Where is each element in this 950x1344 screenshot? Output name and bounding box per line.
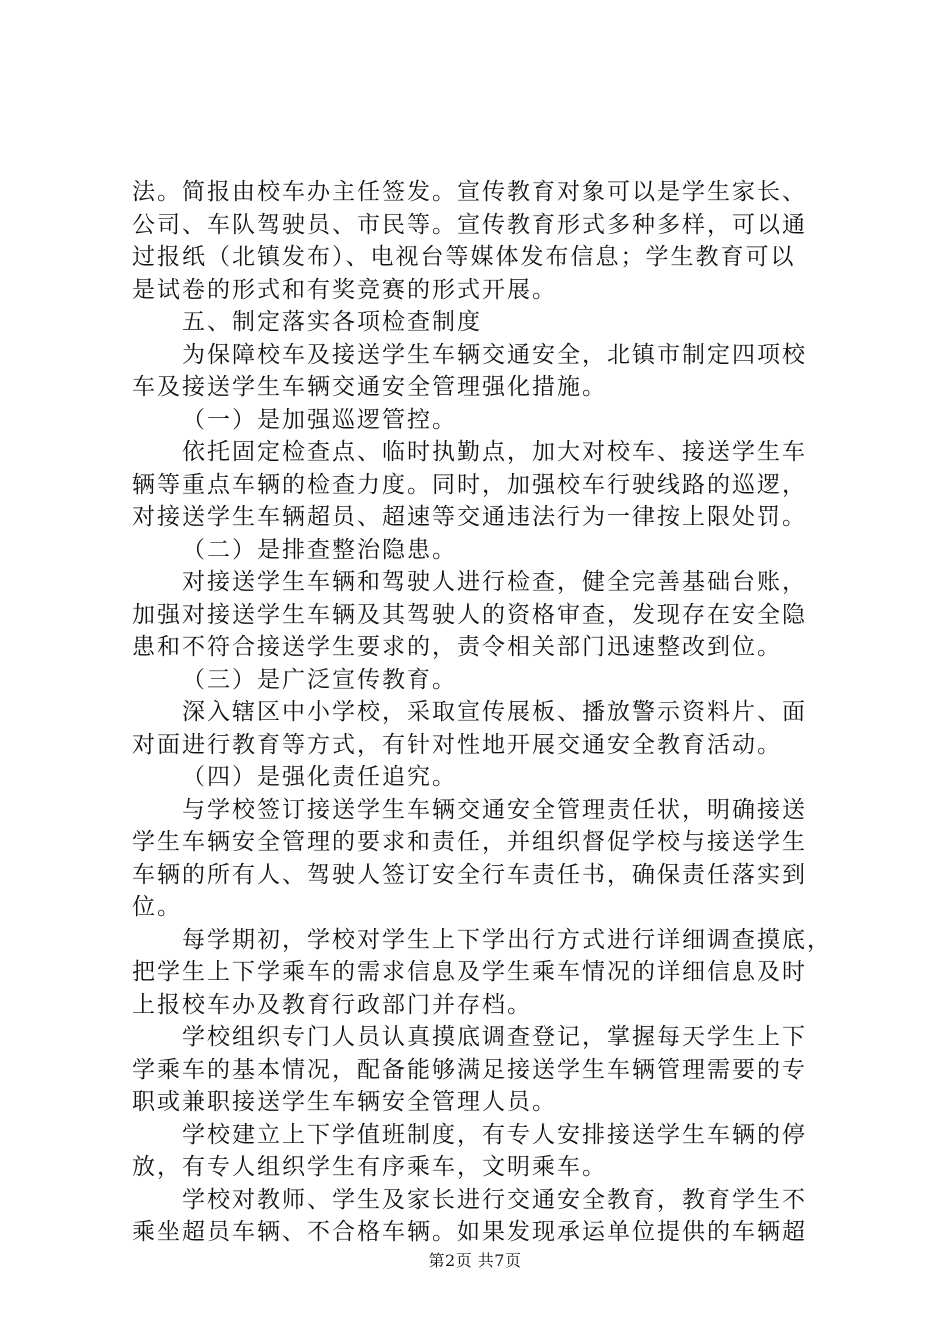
text-line: 公司、车队驾驶员、市民等。宣传教育形式多种多样，可以通: [132, 211, 807, 238]
text-line: 学校对教师、学生及家长进行交通安全教育，教育学生不: [182, 1186, 807, 1213]
text-line: 对接送学生车辆和驾驶人进行检查，健全完善基础台账，: [182, 569, 807, 595]
text-line: 为保障校车及接送学生车辆交通安全，北镇市制定四项校: [182, 341, 807, 368]
text-line: 患和不符合接送学生要求的，责令相关部门迅速整改到位。: [132, 634, 782, 660]
text-line: 位。: [132, 894, 182, 920]
text-line: 五、制定落实各项检查制度: [182, 309, 482, 335]
text-line: （四）是强化责任追究。: [182, 764, 457, 790]
text-line: 车辆的所有人、驾驶人签订安全行车责任书，确保责任落实到: [132, 861, 807, 888]
text-line: 上报校车办及教育行政部门并存档。: [132, 991, 532, 1018]
text-line: 职或兼职接送学生车辆安全管理人员。: [132, 1089, 557, 1115]
text-line: 辆等重点车辆的检查力度。同时，加强校车行驶线路的巡逻，: [132, 471, 807, 498]
text-line: 深入辖区中小学校，采取宣传展板、播放警示资料片、面: [182, 699, 807, 725]
text-line: 依托固定检查点、临时执勤点，加大对校车、接送学生车: [182, 439, 807, 465]
text-line: 学校建立上下学值班制度，有专人安排接送学生车辆的停: [182, 1121, 807, 1148]
text-line: 是试卷的形式和有奖竞赛的形式开展。: [132, 276, 557, 303]
text-line: 把学生上下学乘车的需求信息及学生乘车情况的详细信息及时: [132, 959, 807, 985]
document-body: [132, 176, 832, 1249]
text-line: 学生车辆安全管理的要求和责任，并组织督促学校与接送学生: [132, 829, 807, 855]
text-line: 乘坐超员车辆、不合格车辆。如果发现承运单位提供的车辆超: [132, 1219, 807, 1245]
text-line: 学乘车的基本情况，配备能够满足接送学生车辆管理需要的专: [132, 1056, 807, 1083]
text-line: 过报纸（北镇发布）、电视台等媒体发布信息；学生教育可以: [132, 244, 796, 270]
text-line: 与学校签订接送学生车辆交通安全管理责任状，明确接送: [182, 796, 807, 823]
text-line: 放，有专人组织学生有序乘车，文明乘车。: [132, 1154, 607, 1180]
text-line: 加强对接送学生车辆及其驾驶人的资格审查，发现存在安全隐: [132, 601, 807, 628]
text-line: （一）是加强巡逻管控。: [182, 406, 457, 433]
text-line: （二）是排查整治隐患。: [182, 536, 457, 563]
text-line: 学校组织专门人员认真摸底调查登记，掌握每天学生上下: [182, 1024, 807, 1050]
text-line: 对接送学生车辆超员、超速等交通违法行为一律按上限处罚。: [132, 504, 807, 530]
text-line: 车及接送学生车辆交通安全管理强化措施。: [132, 374, 607, 400]
text-line: （三）是广泛宣传教育。: [182, 666, 457, 693]
text-line: 法。简报由校车办主任签发。宣传教育对象可以是学生家长、: [132, 179, 807, 205]
text-line: 每学期初，学校对学生上下学出行方式进行详细调查摸底，: [182, 926, 832, 953]
page-footer: 第2页 共7页: [428, 1251, 522, 1270]
text-line: 对面进行教育等方式，有针对性地开展交通安全教育活动。: [132, 731, 782, 758]
